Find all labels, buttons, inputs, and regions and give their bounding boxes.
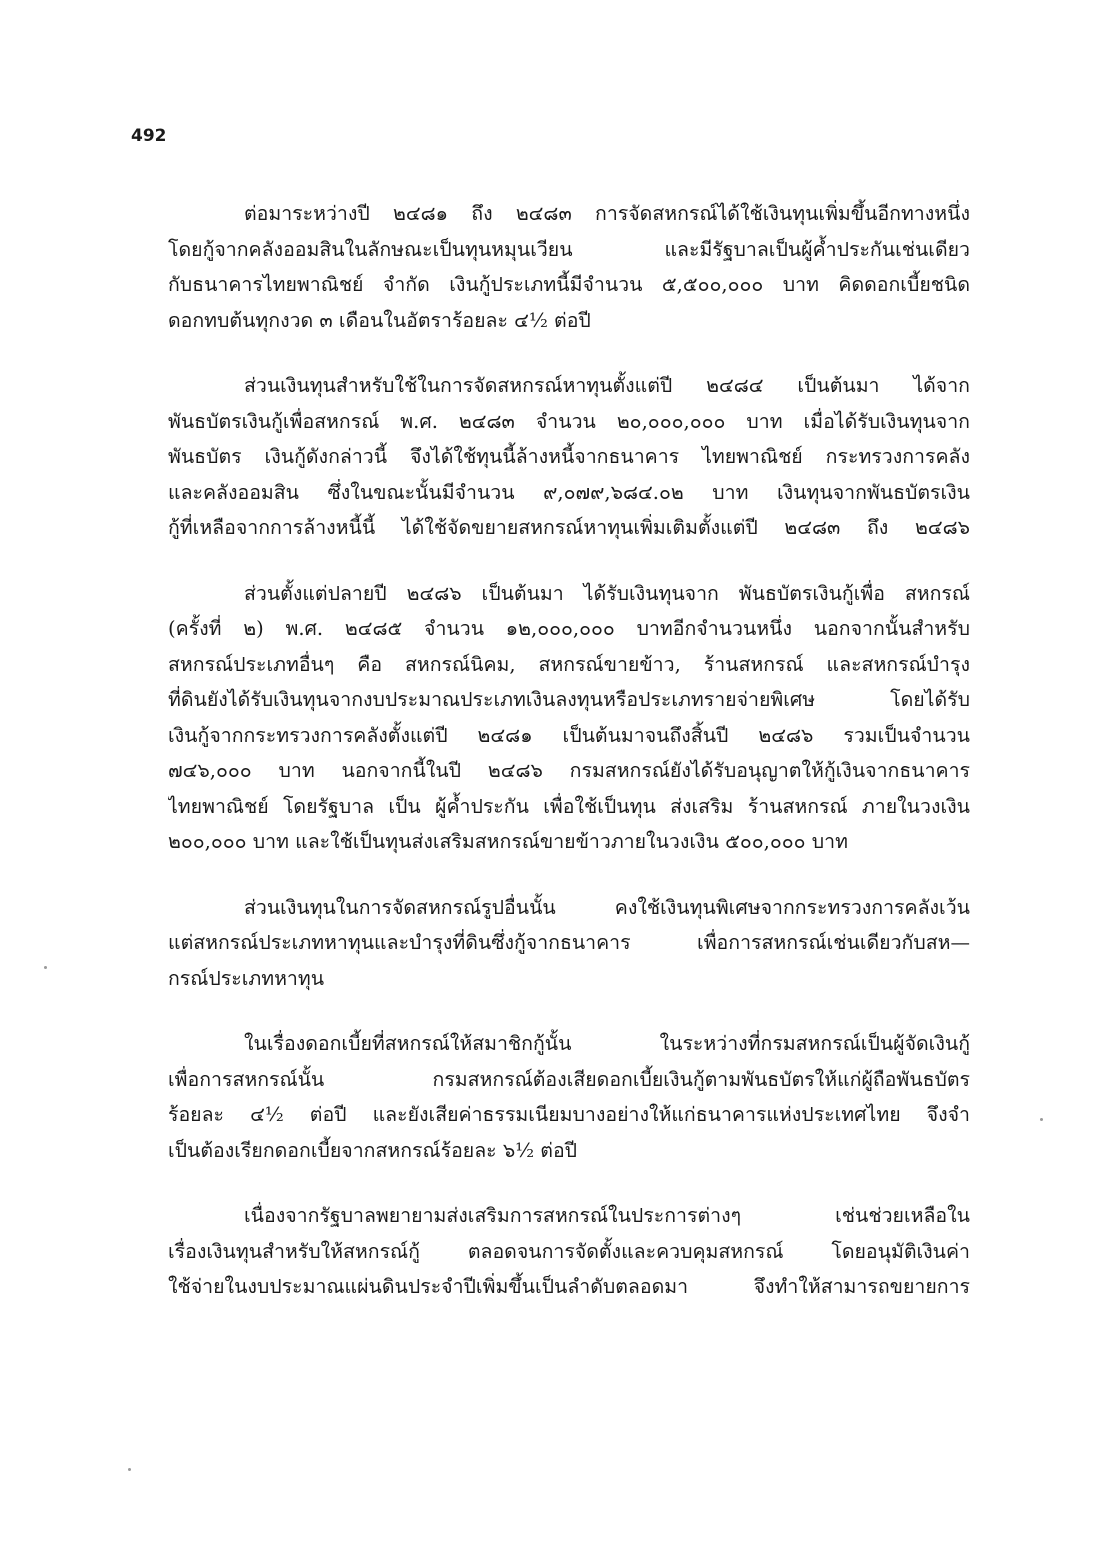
text-line: ต่อมาระหว่างปี ๒๔๘๑ ถึง ๒๔๘๓ การจัดสหกรณ์ได้ใช้เงินทุนเพิ่มขึ้นอีกทางหนึ่ง [244,202,970,225]
text-line: เพื่อการสหกรณ์นั้น กรมสหกรณ์ต้องเสียดอกเบี้ยเงินกู้ตามพันธบัตรให้แก่ผู้ถือพันธบัตร [168,1067,970,1091]
paragraph [168,368,970,546]
paragraph [168,1026,970,1168]
text-line: ที่ดินยังได้รับเงินทุนจากงบประมาณประเภทเงินลงทุนหรือประเภทรายจ่ายพิเศษ โดยได้รับ [168,688,970,711]
text-line: เรื่องเงินทุนสำหรับให้สหกรณ์กู้ ตลอดจนการจัดตั้งและควบคุมสหกรณ์ โดยอนุมัติเงินค่า [168,1239,970,1263]
text-line: และคลังออมสิน ซึ่งในขณะนั้นมีจำนวน ๙,๐๗๙,๖๘๔.๐๒ บาท เงินทุนจากพันธบัตรเงิน [168,480,970,504]
scan-speck [128,1468,131,1471]
text-line: ไทยพาณิชย์ โดยรัฐบาล เป็น ผู้ค้ำประกัน เพื่อใช้เป็นทุน ส่งเสริม ร้านสหกรณ์ ภายในวงเงิน [168,794,970,818]
text-line: ๗๔๖,๐๐๐ บาท นอกจากนี้ในปี ๒๔๘๖ กรมสหกรณ์ยังได้รับอนุญาตให้กู้เงินจากธนาคาร [168,759,970,782]
text-line: กู้ที่เหลือจากการล้างหนี้นี้ ได้ใช้จัดขยายสหกรณ์หาทุนเพิ่มเติมตั้งแต่ปี ๒๔๘๓ ถึง ๒๔๘๖ [168,516,970,539]
scan-speck [44,966,47,969]
paragraph [168,196,970,338]
text-line: เงินกู้จากกระทรวงการคลังตั้งแต่ปี ๒๔๘๑ เป็นต้นมาจนถึงสิ้นปี ๒๔๘๖ รวมเป็นจำนวน [168,723,970,747]
text-line: พันธบัตรเงินกู้เพื่อสหกรณ์ พ.ศ. ๒๔๘๓ จำนวน ๒๐,๐๐๐,๐๐๐ บาท เมื่อได้รับเงินทุนจาก [168,409,970,433]
text-line: ส่วนเงินทุนในการจัดสหกรณ์รูปอื่นนั้น คงใช้เงินทุนพิเศษจากกระทรวงการคลังเว้น [244,895,970,919]
page-number: 492 [131,126,167,146]
body-text [168,196,970,1335]
text-line: ใช้จ่ายในงบประมาณแผ่นดินประจำปีเพิ่มขึ้นเป็นลำดับตลอดมา จึงทำให้สามารถขยายการ [168,1275,970,1298]
paragraph [168,890,970,997]
text-line: เป็นต้องเรียกดอกเบี้ยจากสหกรณ์ร้อยละ ๖½ ต่อปี [168,1138,578,1162]
text-line: สหกรณ์ประเภทอื่นๆ คือ สหกรณ์นิคม, สหกรณ์ขายข้าว, ร้านสหกรณ์ และสหกรณ์บำรุง [168,652,970,676]
text-line: (ครั้งที่ ๒) พ.ศ. ๒๔๘๕ จำนวน ๑๒,๐๐๐,๐๐๐ บาทอีกจำนวนหนึ่ง นอกจากนั้นสำหรับ [168,617,970,640]
paragraph [168,1198,970,1305]
text-line: พันธบัตร เงินกู้ดังกล่าวนี้ จึงได้ใช้ทุนนี้ล้างหนี้จากธนาคาร ไทยพาณิชย์ กระทรวงการคลัง [168,445,970,468]
text-line: เนื่องจากรัฐบาลพยายามส่งเสริมการสหกรณ์ในประการต่างๆ เช่นช่วยเหลือใน [244,1204,970,1227]
text-line: ดอกทบต้นทุกงวด ๓ เดือนในอัตราร้อยละ ๔½ ต่อปี [168,308,591,332]
scan-speck [1040,1118,1043,1121]
paragraph [168,576,970,860]
text-line: ๒๐๐,๐๐๐ บาท และใช้เป็นทุนส่งเสริมสหกรณ์ขายข้าวภายในวงเงิน ๕๐๐,๐๐๐ บาท [168,830,848,853]
text-line: โดยกู้จากคลังออมสินในลักษณะเป็นทุนหมุนเวียน และมีรัฐบาลเป็นผู้ค้ำประกันเช่นเดียว [168,237,970,261]
text-line: กรณ์ประเภทหาทุน [168,966,325,990]
text-line: ส่วนตั้งแต่ปลายปี ๒๔๘๖ เป็นต้นมา ได้รับเงินทุนจาก พันธบัตรเงินกู้เพื่อ สหกรณ์ [244,581,970,605]
text-line: แต่สหกรณ์ประเภทหาทุนและบำรุงที่ดินซึ่งกู้จากธนาคาร เพื่อการสหกรณ์เช่นเดียวกับสห— [168,931,970,954]
text-line: ส่วนเงินทุนสำหรับใช้ในการจัดสหกรณ์หาทุนตั้งแต่ปี ๒๔๘๔ เป็นต้นมา ได้จาก [244,374,970,397]
text-line: กับธนาคารไทยพาณิชย์ จำกัด เงินกู้ประเภทนี้มีจำนวน ๕,๕๐๐,๐๐๐ บาท คิดดอกเบี้ยชนิด [168,273,970,296]
text-line: ในเรื่องดอกเบี้ยที่สหกรณ์ให้สมาชิกกู้นั้น ในระหว่างที่กรมสหกรณ์เป็นผู้จัดเงินกู้ [244,1032,970,1055]
text-line: ร้อยละ ๔½ ต่อปี และยังเสียค่าธรรมเนียมบางอย่างให้แก่ธนาคารแห่งประเทศไทย จึงจำ [168,1103,970,1126]
